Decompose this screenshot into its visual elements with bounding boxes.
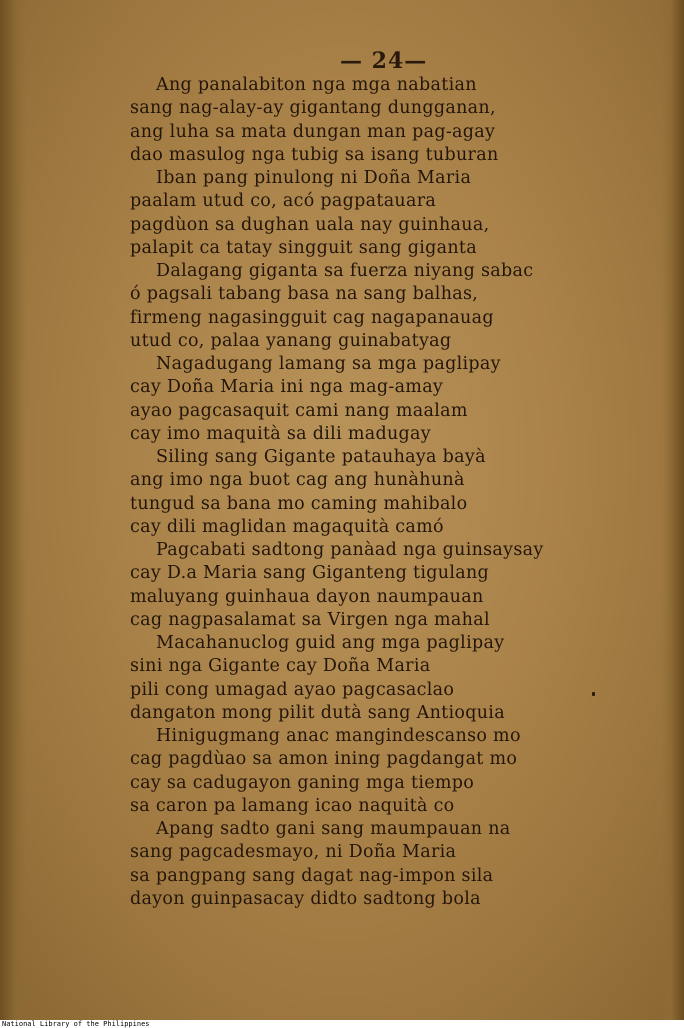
poem-line: Dalagang giganta sa fuerza niyang sabac (156, 261, 534, 281)
poem-line: Hinigugmang anac mangindescanso mo (156, 726, 521, 746)
poem-line: cay dili maglidan magaquità camó (130, 516, 444, 537)
poem-line: cay Doña Maria ini nga mag-amay (130, 377, 444, 398)
poem-line: paalam utud co, acó pagpatauara (130, 191, 437, 212)
page-number: — 24— (340, 48, 428, 74)
poem-line: Nagadugang lamang sa mga paglipay (156, 354, 501, 374)
poem-line: utud co, palaa yanang guinabatyag (130, 330, 452, 351)
poem-line: Macahanuclog guid ang mga paglipay (156, 633, 505, 653)
poem-line: ang luha sa mata dungan man pag-agay (130, 121, 496, 142)
poem-line: Ang panalabiton nga mga nabatian (156, 75, 477, 95)
poem-line: pili cong umagad ayao pagcasaclao (130, 679, 455, 700)
page-right-edge-shadow (662, 0, 684, 1020)
poem-line: ó pagsali tabang basa na sang balhas, (130, 284, 479, 305)
poem-line: cay sa cadugayon ganing mga tiempo (130, 772, 475, 793)
page-left-edge-shadow (0, 0, 26, 1020)
poem-line: cay imo maquità sa dili madugay (130, 423, 431, 444)
library-credit: National Library of the Philippines (2, 1020, 150, 1028)
poem-line: ang imo nga buot cag ang hunàhunà (130, 470, 465, 491)
poem-line: tungud sa bana mo caming mahibalo (130, 493, 468, 514)
poem-line: dao masulog nga tubig sa isang tuburan (130, 144, 499, 165)
poem-line: sang nag-alay-ay gigantang dungganan, (130, 98, 496, 119)
poem-line: Apang sadto gani sang maumpauan na (156, 819, 511, 839)
poem-line: dayon guinpasacay didto sadtong bola (130, 888, 481, 909)
poem-line: firmeng nagasingguit cag nagapanauag (130, 307, 494, 328)
poem-line: cay D.a Maria sang Giganteng tigulang (130, 563, 490, 584)
footer-bar (0, 1020, 684, 1028)
ink-speck (592, 692, 595, 696)
poem-line: Iban pang pinulong ni Doña Maria (156, 168, 472, 188)
poem-text (130, 74, 630, 911)
poem-line: cag nagpasalamat sa Virgen nga mahal (130, 609, 490, 630)
poem-line: maluyang guinhaua dayon naumpauan (130, 586, 484, 607)
poem-line: sa caron pa lamang icao naquità co (130, 795, 455, 816)
poem-line: cag pagdùao sa amon ining pagdangat mo (130, 749, 518, 770)
poem-line: sini nga Gigante cay Doña Maria (130, 656, 431, 677)
poem-line: sang pagcadesmayo, ni Doña Maria (130, 842, 457, 863)
poem-line: dangaton mong pilit dutà sang Antioquia (130, 702, 505, 723)
poem-line: Siling sang Gigante patauhaya bayà (156, 447, 486, 467)
poem-line: Pagcabati sadtong panàad nga guinsaysay (156, 540, 544, 560)
poem-line: ayao pagcasaquit cami nang maalam (130, 400, 468, 421)
poem-line: palapit ca tatay singguit sang giganta (130, 237, 477, 258)
poem-line: sa pangpang sang dagat nag-impon sila (130, 865, 494, 886)
poem-line: pagdùon sa dughan uala nay guinhaua, (130, 214, 490, 235)
